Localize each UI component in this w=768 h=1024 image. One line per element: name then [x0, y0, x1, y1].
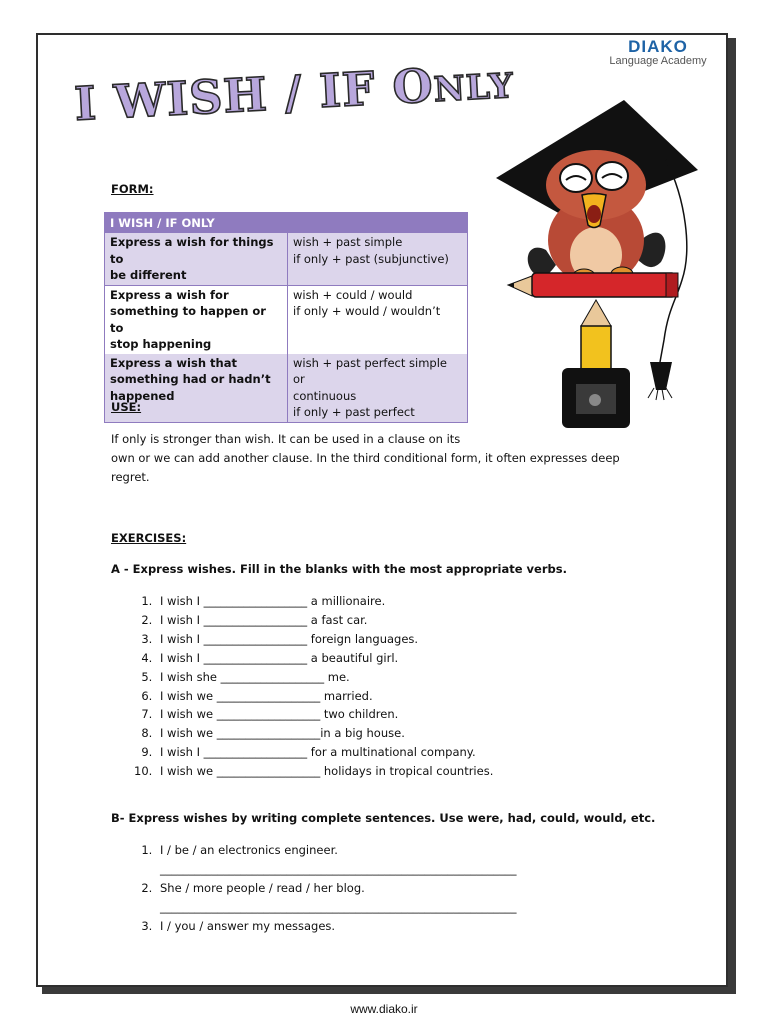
title-part-2: NLY [432, 66, 515, 111]
table-cell-structure: wish + past simple if only + past (subjunctive) [288, 233, 468, 286]
answer-line[interactable]: ______________________________________________________________ [160, 900, 517, 914]
form-table [104, 212, 468, 423]
exercise-prompt: 2. She / more people / read / her blog. [160, 881, 365, 895]
list-item: 8. I wish we __________________in a big house. [156, 724, 493, 743]
form-heading: FORM: [111, 182, 154, 196]
table-cell-use: Express a wish for something to happen or to stop happening [105, 285, 288, 354]
table-cell-structure: wish + past perfect simple or continuous if only + past perfect [288, 354, 468, 423]
list-item: 6. I wish we __________________ married. [156, 687, 493, 706]
table-row [105, 354, 468, 423]
table-cell-structure: wish + could / would if only + would / wouldn’t [288, 285, 468, 354]
table-cell-use: Express a wish for things to be different [105, 233, 288, 286]
list-item [156, 917, 517, 936]
exercise-a-instruction: A - Express wishes. Fill in the blanks with the most appropriate verbs. [111, 562, 567, 576]
list-item: 4. I wish I __________________ a beautiful girl. [156, 649, 493, 668]
logo [598, 37, 718, 67]
list-item [156, 879, 517, 917]
exercise-prompt: 3. I / you / answer my messages. [160, 919, 336, 933]
list-item: 2. I wish I __________________ a fast car. [156, 611, 493, 630]
footer-url: www.diako.ir [350, 1002, 418, 1016]
exercise-a-list [111, 592, 493, 781]
exercise-b-instruction: B- Express wishes by writing complete sentences. Use were, had, could, would, etc. [111, 811, 656, 825]
use-heading: USE: [111, 400, 142, 414]
logo-name: DIAKO [628, 37, 688, 56]
page-title [73, 54, 515, 131]
exercises-heading: EXERCISES: [111, 531, 187, 545]
use-text: If only is stronger than wish. It can be used in a clause on its own or we can add another clause. In the third conditional form, it often expresses deep regret. [111, 432, 620, 484]
list-item: 1. I wish I __________________ a millionaire. [156, 592, 493, 611]
title-part-1: I WISH / IF O [73, 58, 435, 131]
list-item: 10. I wish we __________________ holidays in tropical countries. [156, 762, 493, 781]
logo-tagline: Language Academy [609, 55, 707, 67]
answer-line[interactable]: ______________________________________________________________ [160, 862, 517, 876]
exercise-prompt: 1. I / be / an electronics engineer. [160, 843, 338, 857]
list-item [156, 841, 517, 879]
table-cell-use: Express a wish that something had or hadn’t happened [105, 354, 288, 423]
table-row [105, 233, 468, 286]
list-item: 5. I wish she __________________ me. [156, 668, 493, 687]
exercise-b-list [111, 841, 517, 936]
list-item: 3. I wish I __________________ foreign languages. [156, 630, 493, 649]
list-item: 7. I wish we __________________ two children. [156, 705, 493, 724]
list-item: 9. I wish I __________________ for a multinational company. [156, 743, 493, 762]
owl-graduate-illustration [496, 100, 701, 430]
table-row [105, 285, 468, 354]
form-table-header: I WISH / IF ONLY [105, 213, 468, 233]
